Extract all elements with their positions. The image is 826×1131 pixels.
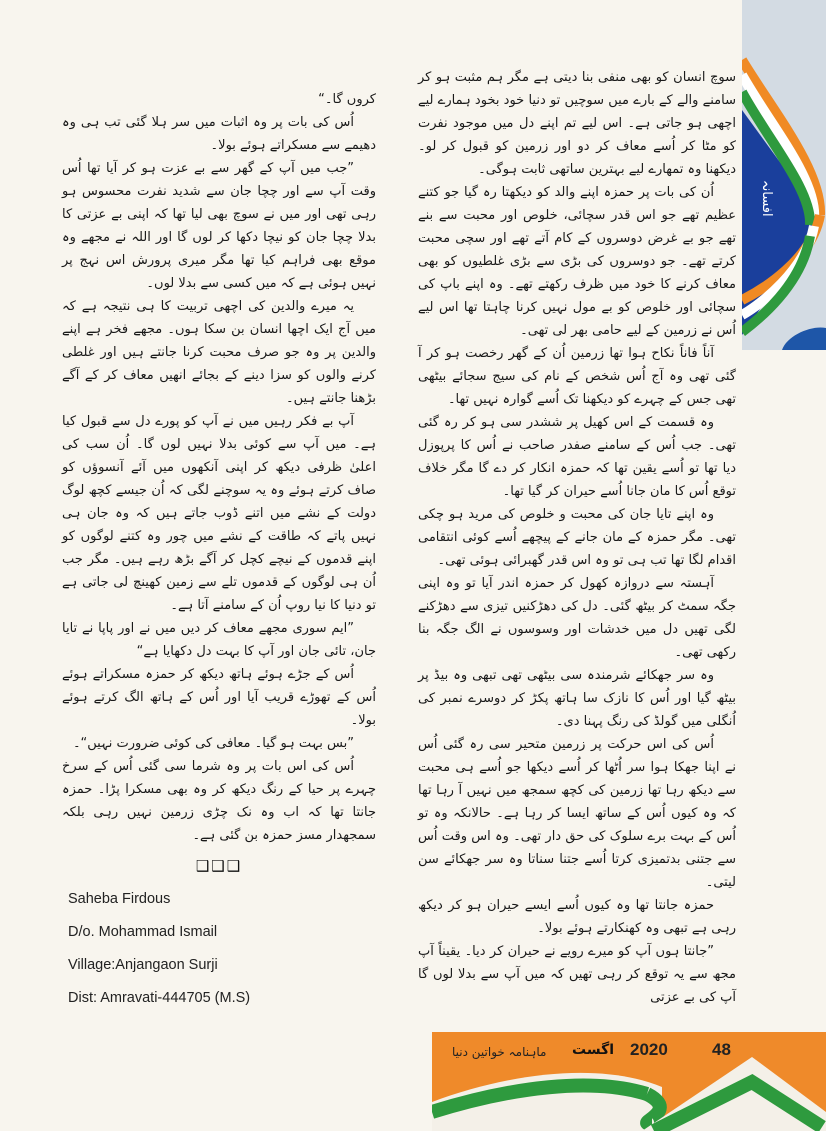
text-line: رہی بلکہ سمجھدار مسز حمزہ بن گئی ہے۔: [62, 805, 376, 843]
text-line: گھبرائی ہوئی تھی۔: [437, 553, 544, 568]
text-line: وہ قسمت کے اس کھیل پر ششدر سی ہو کر رہ گئی تھی۔ جب اُس: [418, 415, 736, 453]
text-line: نہیں آ رہا تھا کہ وہ کیوں اُس کے ساتھ ایسا کر رہا ہے۔ حالانکہ وہ تو اُس: [418, 783, 736, 844]
author-name: Saheba Firdous: [68, 891, 171, 907]
author-parent: D/o. Mohammad Ismail: [68, 924, 218, 940]
issue-year: 2020: [630, 1040, 668, 1059]
paragraph: [418, 572, 736, 664]
magazine-name: ماہنامہ خواتین دنیا: [452, 1045, 547, 1059]
end-of-story-mark: ❑❑❑: [195, 857, 243, 875]
text-line: بھی لیا تھا کہ اپنی بے عزتی کا بدلا چچا جان کو نیچا دکھا کر لوں گا اور اللہ نے: [62, 207, 376, 245]
text-line: کے بہت برے سلوک کی حق دار تھی۔ وہ اس وقت اُس سے جتنی بدتمیزی: [418, 829, 736, 867]
author-district: Dist: Amravati-444705 (M.S): [68, 990, 251, 1006]
text-line: آناً فاناً نکاح ہوا تھا زرمین اُن کے گھر رخصت ہو کر آ گئی تھی وہ: [418, 346, 736, 384]
left-column: [62, 88, 376, 1021]
section-label: افسانہ: [759, 180, 774, 217]
text-line: اور خلوص کو بے مول نہیں کرنا چاہتا تھا اس لیے اُس نے زرمین کے لیے: [418, 300, 736, 338]
paragraph: [62, 755, 376, 847]
text-line: کسی سے بدلا لوں۔: [146, 276, 252, 291]
text-line: وہ تمھارے لیے بہترین ساتھی ثابت ہوگی۔: [478, 162, 702, 177]
text-line: ”بس بہت ہو گیا۔ معافی کی کوئی ضرورت نہیں“۔: [72, 736, 354, 751]
paragraph: [62, 617, 376, 663]
paragraph: [62, 111, 376, 157]
tricolor-ribbon-icon: [742, 0, 826, 350]
text-line: آہستہ سے دروازہ کھول کر حمزہ اندر آیا تو وہ اپنی جگہ سمٹ کر بیٹھ: [418, 576, 736, 614]
author-village: Village:Anjangaon Surji: [68, 957, 218, 973]
paragraph: [418, 181, 736, 342]
issue-month: اگست: [572, 1042, 615, 1058]
left-text-column: [62, 88, 376, 847]
page-number: 48: [712, 1040, 731, 1059]
text-line: مسکراتے ہوئے بولا۔: [210, 138, 318, 153]
text-line: مان جانے کے پیچھے اُسے کوئی انتقامی اقدام لگا تھا تب ہی تو وہ اس قدر: [418, 530, 736, 568]
text-line: جانتے ہیں اور غلطی کرنے والوں کو سزا دینے کے بجائے انھیں معاف: [62, 345, 376, 383]
text-line: اُس کے جڑے ہوئے ہاتھ دیکھ کر حمزہ مسکراتے ہوئے اُس کے: [62, 667, 376, 705]
text-line: کھینچ لی جاتی ہے تو دنیا کا نیا روپ اُن کے سامنے آتا ہے۔: [62, 575, 376, 613]
text-line: جیسے کچھ لوگ دولت کے نشے میں اتنے ڈوب جاتے ہیں کہ وہ جان ہی نہیں: [62, 483, 376, 544]
text-line: پاتے کہ طاقت کے نشے میں چور وہ کتنے لوگوں کو اپنے قدموں کے نیچے کچل: [62, 529, 376, 567]
text-line: وسوسوں نے الگ جگہ بنا رکھی تھی۔: [418, 622, 736, 660]
paragraph: [62, 157, 376, 295]
paragraph: [418, 733, 736, 894]
text-line: اُن کی بات پر حمزہ اپنے والد کو دیکھتا رہ گیا جو کتنے عظیم تھے جو اس: [418, 185, 737, 223]
text-line: اُٹھا کر اُسے دیکھا جو اُسے ہی محبت سے دیکھ رہا تھا زرمین کی کچھ سمجھ میں: [418, 760, 737, 798]
text-line: گئی۔ دل کی دھڑکنیں تیزی سے دھڑکنے لگی تھیں دل میں خدشات اور: [418, 599, 736, 637]
text-line: آپ بے فکر رہیں میں نے آپ کو پورے دل سے قبول کیا ہے۔: [62, 414, 376, 452]
text-line: میں آپ سے کوئی بدلا نہیں لوں گا۔ اُن سب کی اعلیٰ ظرفی دیکھ کر اپنی: [62, 437, 376, 475]
text-line: اُس کی اس حرکت پر زرمین متحیر سی رہ گئی اُس نے اپنا جھکا ہوا سر: [418, 737, 736, 775]
page-footer: [432, 1032, 826, 1131]
text-line: نازک سا ہاتھ پکڑ کر دوسرے نمبر کی اُنگلی میں گولڈ کی رنگ پہنا دی۔: [418, 691, 736, 729]
text-line: حمزہ جانتا تھا وہ کیوں اُسے ایسے حیران ہو کر دیکھ رہی ہے تبھی وہ: [418, 898, 736, 936]
text-line: یہ میرے والدین کی اچھی تربیت کا ہی نتیجہ ہے کہ میں آج ایک: [62, 299, 376, 337]
paragraph: [62, 295, 376, 410]
paragraph: [418, 66, 736, 181]
text-line: کو بھی معاف کرنے کا خود میں ظرف رکھتے تھے۔ وہ اپنے باپ کی سچائی: [418, 254, 736, 315]
text-line: انکار کر دے گا مگر خلاف توقع اُس کا مان جانا اُسے حیران کر گیا تھا۔: [418, 461, 736, 499]
text-line: دل میں موجود نفرت کو مٹا کر اُسے معاف کر دو اور زرمین کو قبول کر لو۔ دیکھنا: [418, 116, 736, 177]
text-line: آنکھوں میں آئے آنسوؤں کو صاف کرتے ہوئے وہ یہ سوچنے لگی کہ اُن: [62, 460, 377, 498]
text-line: اُس کی بات پر وہ اثبات میں سر ہلا گئی تب ہی وہ دھیمے سے: [62, 115, 376, 153]
paragraph: [62, 410, 376, 617]
text-line: حامی بھر لی تھی۔: [520, 323, 622, 338]
paragraph: [418, 411, 736, 503]
text-line: مجھ سے یہ توقع کر رہی تھیں کہ میں آپ سے بدلا لوں گا آپ کی بے عزتی: [418, 967, 736, 1005]
paragraph: [418, 940, 736, 1009]
paragraph: [62, 88, 376, 111]
text-line: کروں گا۔“: [318, 92, 376, 107]
paragraph: [418, 664, 736, 733]
paragraph: [418, 894, 736, 940]
text-line: کے سامنے صفدر صاحب نے اُس کا پرپوزل دیا تھا تو اُسے یقین تھا کہ حمزہ: [418, 438, 736, 476]
text-line: رنگ دیکھ کر وہ بھی مسکرا پڑا۔ حمزہ جانتا تھا کہ اب وہ نک چڑی زرمین نہیں: [62, 782, 376, 820]
text-line: اُس کی اس بات پر وہ شرما سی گئی اُس کے سرخ چہرے پر حیا کے: [62, 759, 376, 797]
paragraph: [418, 342, 736, 411]
text-line: اُسے گوارہ نہیں تھا۔: [447, 392, 560, 407]
text-line: مجھے وہ موقع بھی فراہم کیا تھا مگر میری پرورش اس نہج پر نہیں ہوئی ہے کہ میں: [62, 230, 376, 291]
text-line: وہ سر جھکائے شرمندہ سی بیٹھی تھی تبھی وہ بیڈ پر بیٹھ گیا اور اُس کا: [418, 668, 736, 706]
text-line: تھوڑے قریب آیا اور اُس کے ہاتھ الگ کرتے ہوئے بولا۔: [62, 690, 376, 728]
text-line: کر کے آگے بڑھنا جانتے ہیں۔: [62, 368, 376, 406]
text-line: سوچ انسان کو بھی منفی بنا دیتی ہے مگر ہم مثبت ہو کر سامنے والے کے بارے: [418, 70, 736, 108]
text-line: آج اُس شخص کے نام کی سیج سجائے بیٹھی تھی جس کے چہرے کو دیکھنا تک: [418, 369, 736, 407]
text-line: میں سوچیں تو دنیا خود بخود ہمارے لیے اچھی ہو جاتی ہے۔ اس لیے تم اپنے: [418, 93, 737, 131]
text-line: ”جانتا ہوں آپ کو میرے رویے نے حیران کر دیا۔ یقیناً آپ: [418, 944, 714, 959]
paragraph: [62, 663, 376, 732]
text-line: وہ اپنے تایا جان کی محبت و خلوص کی مرید ہو چکی تھی۔ مگر حمزہ کے: [418, 507, 736, 545]
text-line: آتے تھے اور سچی محبت کرتے تھے۔ جو دوسروں کی بڑی سے بڑی غلطیوں: [418, 231, 736, 269]
right-text-column: [418, 66, 736, 1009]
text-line: کھنکارتے ہوئے بولا۔: [537, 921, 642, 936]
text-line: ”جب میں آپ کے گھر سے بے عزت ہو کر آیا تھا اُس وقت: [62, 161, 377, 199]
text-line: قدر سچائی، خلوص اور محبت سے بنے تھے جو بے غرض دوسروں کے کام: [418, 208, 736, 246]
text-line: اچھا انسان بن سکا ہوں۔ مجھے فخر ہے اپنے والدین پر وہ جو صرف محبت کرنا: [62, 322, 376, 360]
text-line: کر آگے بڑھ رہے ہیں۔ مگر جب اُن ہی لوگوں کے قدموں تلے سے زمین: [62, 552, 376, 590]
text-line: ”ایم سوری مجھے معاف کر دیں میں نے اور پاپا نے تایا جان، تائی: [62, 621, 376, 659]
text-line: جان اور آپ کا بہت دل دکھایا ہے“: [136, 644, 320, 659]
text-line: کرتا اُسے جتنا سناتا وہ سر جھکائے سن لیتی۔: [418, 852, 736, 890]
paragraph: [62, 732, 376, 755]
author-block: [62, 889, 376, 1021]
text-line: آپ سے اور چچا جان سے شدید نفرت محسوس ہو رہی تھی اور میں نے سوچ: [62, 184, 376, 222]
paragraph: [418, 503, 736, 572]
section-tab-decoration: [742, 0, 826, 350]
